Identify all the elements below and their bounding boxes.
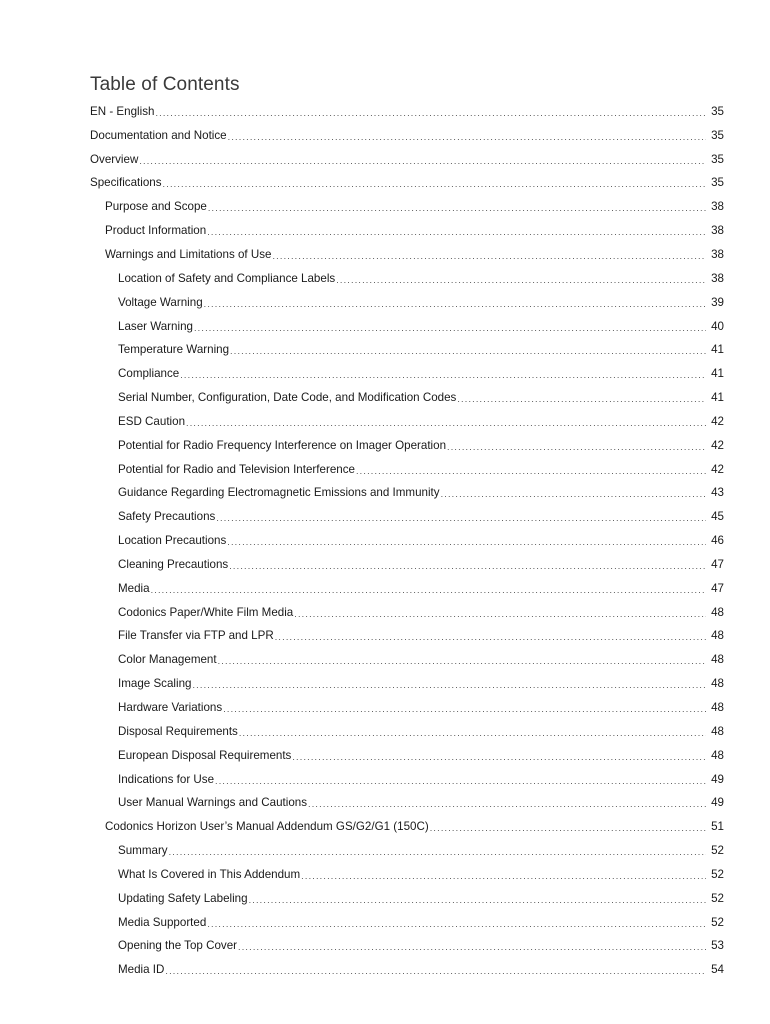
toc-entry-page-number: 35 (711, 128, 724, 142)
toc-entry-title: Overview (90, 152, 139, 166)
toc-entry[interactable] (0, 958, 770, 982)
toc-entry-page-number: 41 (711, 391, 724, 405)
toc-entry-title: ESD Caution (118, 414, 186, 428)
toc-entry[interactable] (0, 362, 770, 386)
toc-entry-title: Codonics Horizon User’s Manual Addendum GS/G2/G1 (150C) (105, 820, 429, 834)
toc-entry[interactable] (0, 410, 770, 434)
toc-entry-page-number: 48 (711, 605, 724, 619)
toc-entry-title: Media ID (118, 963, 165, 977)
toc-entry[interactable] (0, 172, 770, 196)
toc-entry[interactable] (0, 100, 770, 124)
toc-list (0, 100, 770, 982)
dot-leader (194, 321, 706, 335)
dot-leader (275, 630, 706, 644)
toc-entry-page-number: 38 (711, 271, 724, 285)
dot-leader (207, 225, 706, 239)
toc-entry-page-number: 52 (711, 844, 724, 858)
toc-entry[interactable] (0, 601, 770, 625)
toc-entry[interactable] (0, 434, 770, 458)
toc-entry-page-number: 47 (711, 557, 724, 571)
toc-entry[interactable] (0, 744, 770, 768)
toc-entry-page-number: 52 (711, 915, 724, 929)
dot-leader (239, 726, 706, 740)
toc-entry-title: Temperature Warning (118, 343, 230, 357)
toc-entry-page-number: 53 (711, 939, 724, 953)
dot-leader (155, 106, 706, 120)
toc-entry-title: Voltage Warning (118, 295, 203, 309)
dot-leader (208, 201, 706, 215)
toc-entry-title: Potential for Radio Frequency Interference on Imager Operation (118, 438, 447, 452)
toc-entry-page-number: 39 (711, 295, 724, 309)
dot-leader (272, 249, 706, 263)
toc-entry-title: Location of Safety and Compliance Labels (118, 271, 336, 285)
toc-entry[interactable] (0, 887, 770, 911)
toc-entry-page-number: 38 (711, 247, 724, 261)
toc-entry-title: Product Information (105, 224, 207, 238)
toc-entry-page-number: 48 (711, 701, 724, 715)
toc-entry-page-number: 42 (711, 438, 724, 452)
toc-entry-page-number: 48 (711, 724, 724, 738)
toc-entry[interactable] (0, 386, 770, 410)
toc-entry-page-number: 35 (711, 104, 724, 118)
toc-entry-title: Media Supported (118, 915, 207, 929)
toc-entry-title: European Disposal Requirements (118, 748, 292, 762)
toc-entry-title: Purpose and Scope (105, 200, 207, 214)
dot-leader (336, 273, 706, 287)
toc-entry-page-number: 48 (711, 748, 724, 762)
dot-leader (151, 583, 706, 597)
toc-entry-title: Codonics Paper/White Film Media (118, 605, 294, 619)
toc-entry-page-number: 49 (711, 772, 724, 786)
toc-entry[interactable] (0, 267, 770, 291)
toc-entry[interactable] (0, 291, 770, 315)
toc-entry[interactable] (0, 768, 770, 792)
toc-entry-page-number: 48 (711, 677, 724, 691)
dot-leader (227, 535, 706, 549)
toc-entry-title: Serial Number, Configuration, Date Code, and Modification Codes (118, 391, 457, 405)
toc-entry[interactable] (0, 839, 770, 863)
dot-leader (228, 130, 706, 144)
toc-entry-title: Potential for Radio and Television Interference (118, 462, 355, 476)
dot-leader (441, 487, 706, 501)
toc-entry[interactable] (0, 338, 770, 362)
toc-entry[interactable] (0, 124, 770, 148)
toc-entry[interactable] (0, 315, 770, 339)
dot-leader (447, 440, 706, 454)
dot-leader (230, 344, 706, 358)
toc-entry[interactable] (0, 672, 770, 696)
toc-entry-page-number: 42 (711, 462, 724, 476)
toc-entry-title: Media (118, 581, 150, 595)
dot-leader (249, 893, 706, 907)
toc-entry-page-number: 48 (711, 653, 724, 667)
toc-entry-page-number: 41 (711, 367, 724, 381)
toc-entry[interactable] (0, 863, 770, 887)
toc-entry-page-number: 46 (711, 534, 724, 548)
toc-entry-page-number: 35 (711, 176, 724, 190)
toc-entry-page-number: 42 (711, 414, 724, 428)
toc-entry-title: Disposal Requirements (118, 724, 238, 738)
toc-entry[interactable] (0, 625, 770, 649)
dot-leader (180, 368, 706, 382)
dot-leader (215, 774, 706, 788)
toc-entry[interactable] (0, 529, 770, 553)
toc-entry-page-number: 41 (711, 343, 724, 357)
toc-entry[interactable] (0, 791, 770, 815)
toc-entry-title: Specifications (90, 176, 162, 190)
toc-entry-title: Guidance Regarding Electromagnetic Emissions and Immunity (118, 486, 440, 500)
toc-entry-page-number: 54 (711, 963, 724, 977)
toc-entry-title: Opening the Top Cover (118, 939, 238, 953)
dot-leader (163, 177, 706, 191)
toc-entry[interactable] (0, 195, 770, 219)
toc-entry[interactable] (0, 577, 770, 601)
toc-entry-title: Updating Safety Labeling (118, 891, 248, 905)
toc-entry-title: Safety Precautions (118, 510, 216, 524)
toc-entry-page-number: 43 (711, 486, 724, 500)
dot-leader (186, 416, 706, 430)
toc-entry-page-number: 40 (711, 319, 724, 333)
dot-leader (430, 821, 706, 835)
toc-entry-page-number: 47 (711, 581, 724, 595)
dot-leader (192, 678, 706, 692)
toc-entry-title: Color Management (118, 653, 217, 667)
toc-entry-title: User Manual Warnings and Cautions (118, 796, 308, 810)
toc-entry-page-number: 48 (711, 629, 724, 643)
toc-entry-title: What Is Covered in This Addendum (118, 867, 301, 881)
toc-entry[interactable] (0, 458, 770, 482)
dot-leader (218, 654, 706, 668)
dot-leader (301, 869, 706, 883)
toc-entry-page-number: 35 (711, 152, 724, 166)
dot-leader (308, 797, 706, 811)
dot-leader (229, 559, 706, 573)
toc-entry-page-number: 49 (711, 796, 724, 810)
toc-entry[interactable] (0, 911, 770, 935)
dot-leader (204, 297, 706, 311)
dot-leader (223, 702, 706, 716)
toc-entry-title: Cleaning Precautions (118, 557, 229, 571)
toc-entry-page-number: 38 (711, 224, 724, 238)
toc-entry-title: Documentation and Notice (90, 128, 227, 142)
toc-entry[interactable] (0, 696, 770, 720)
dot-leader (238, 940, 706, 954)
toc-entry[interactable] (0, 720, 770, 744)
toc-entry[interactable] (0, 219, 770, 243)
dot-leader (292, 750, 706, 764)
dot-leader (356, 464, 706, 478)
dot-leader (169, 845, 706, 859)
toc-entry-title: Indications for Use (118, 772, 215, 786)
toc-entry-page-number: 51 (711, 820, 724, 834)
page-title: Table of Contents (90, 74, 240, 95)
toc-entry-title: Warnings and Limitations of Use (105, 247, 272, 261)
dot-leader (207, 917, 706, 931)
toc-entry[interactable] (0, 815, 770, 839)
toc-entry[interactable] (0, 243, 770, 267)
dot-leader (294, 607, 706, 621)
toc-entry[interactable] (0, 648, 770, 672)
toc-entry-title: Summary (118, 844, 168, 858)
toc-entry-page-number: 38 (711, 200, 724, 214)
toc-entry-page-number: 52 (711, 891, 724, 905)
toc-entry-page-number: 52 (711, 867, 724, 881)
toc-entry[interactable] (0, 482, 770, 506)
toc-entry-title: EN - English (90, 104, 155, 118)
dot-leader (457, 392, 706, 406)
toc-entry[interactable] (0, 505, 770, 529)
toc-entry[interactable] (0, 148, 770, 172)
dot-leader (165, 964, 706, 978)
toc-entry-title: Location Precautions (118, 534, 227, 548)
toc-entry-title: Laser Warning (118, 319, 193, 333)
toc-entry-title: Hardware Variations (118, 701, 223, 715)
toc-entry-title: Image Scaling (118, 677, 192, 691)
toc-entry[interactable] (0, 553, 770, 577)
toc-entry-title: Compliance (118, 367, 180, 381)
toc-entry-page-number: 45 (711, 510, 724, 524)
toc-entry-title: File Transfer via FTP and LPR (118, 629, 274, 643)
dot-leader (216, 511, 706, 525)
toc-entry[interactable] (0, 935, 770, 959)
dot-leader (139, 154, 706, 168)
